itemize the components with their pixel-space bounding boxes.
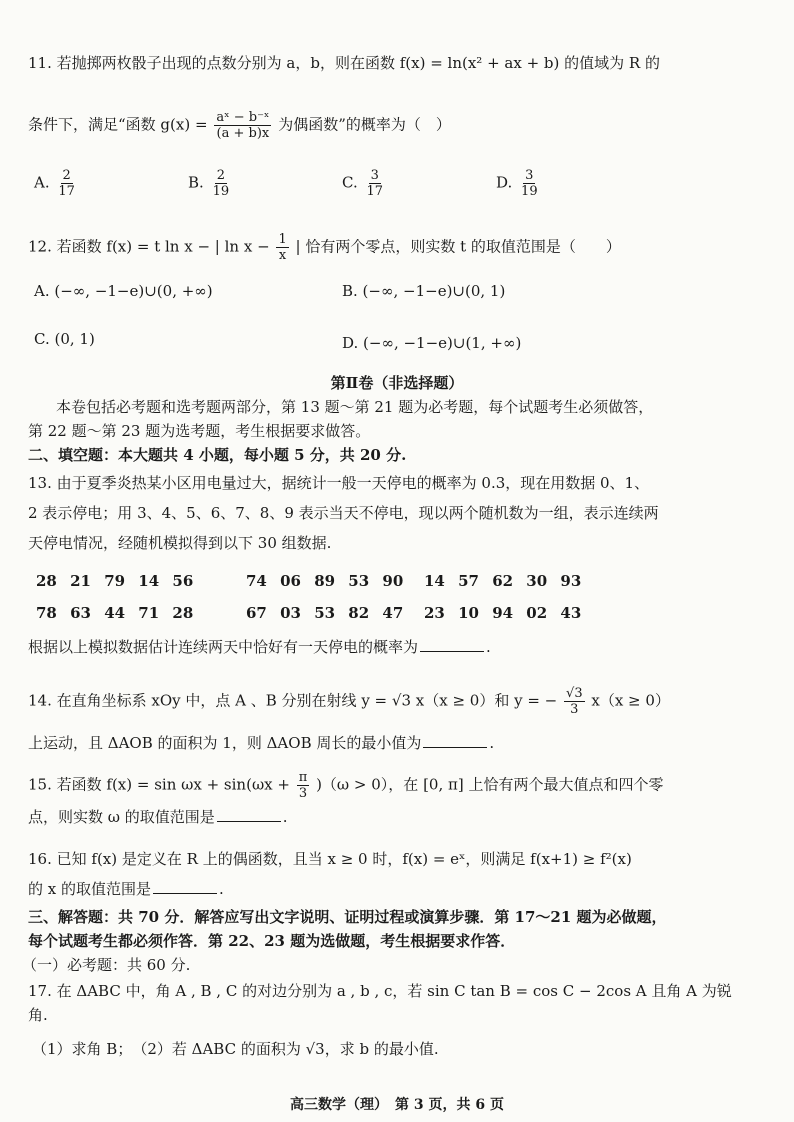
q11-line1: 11. 若抛掷两枚骰子出现的点数分别为 a，b，则在函数 f(x) = ln(x² + ax + b) 的值域为 R 的	[28, 54, 660, 72]
frac-num: 3	[370, 168, 379, 183]
part2-title: 第Ⅱ卷（非选择题）	[330, 374, 464, 392]
q17-line2: 角.	[28, 1006, 48, 1024]
q13-data-row1-group2: 74 06 89 53 90	[246, 572, 404, 590]
q15-line1-a: 15. 若函数 f(x) = sin ωx + sin(ωx +	[28, 775, 290, 794]
period: .	[219, 880, 224, 898]
q12-option-a: A. (−∞, −1−e)∪(0, +∞)	[34, 282, 213, 300]
q15-line1-b: )（ω > 0），在 [0, π] 上恰有两个最大值点和四个零	[316, 775, 664, 794]
frac-den: 19	[212, 184, 230, 199]
q13-line3: 天停电情况，经随机模拟得到以下 30 组数据.	[28, 534, 332, 552]
answer-blank[interactable]	[153, 879, 217, 894]
q11-option-c	[342, 168, 387, 199]
section-solve-line1: 三、解答题：共 70 分．解答应写出文字说明、证明过程或演算步骤．第 17～21 题为必做题，	[28, 908, 667, 926]
q11-line2-b: 为偶函数”的概率为（ ）	[278, 115, 451, 134]
page-footer: 高三数学（理） 第 3 页，共 6 页	[290, 1097, 504, 1113]
answer-blank[interactable]	[217, 807, 281, 822]
q11-option-a	[34, 168, 79, 199]
q13-line2: 2 表示停电；用 3、4、5、6、7、8、9 表示当天不停电，现以两个随机数为一组，表示连续两	[28, 504, 659, 522]
q15-line2	[28, 806, 774, 828]
frac-den: 3	[570, 702, 579, 717]
frac-num: π	[298, 770, 308, 785]
q14-question: 上运动，且 ΔAOB 的面积为 1，则 ΔAOB 周长的最小值为	[28, 734, 422, 752]
q14-line2	[28, 732, 774, 754]
part2-intro-2: 第 22 题～第 23 题为选考题，考生根据要求做答。	[28, 422, 371, 440]
q15-fraction	[297, 770, 310, 801]
q12-fraction	[276, 232, 288, 263]
frac-den: x	[278, 248, 287, 263]
q12-option-c: C. (0, 1)	[34, 330, 95, 348]
q16-question: 的 x 的取值范围是	[28, 880, 151, 898]
q13-data-row2-group3: 23 10 94 02 43	[424, 604, 582, 622]
option-fraction	[56, 168, 77, 199]
frac-num: 2	[62, 168, 71, 183]
option-fraction	[519, 168, 540, 199]
q12-option-b: B. (−∞, −1−e)∪(0, 1)	[342, 282, 506, 300]
q13-question: 根据以上模拟数据估计连续两天中恰好有一天停电的概率为	[28, 638, 419, 656]
q13-data-row2-group2: 67 03 53 82 47	[246, 604, 404, 622]
q16-line1: 16. 已知 f(x) 是定义在 R 上的偶函数，且当 x ≥ 0 时，f(x) = eˣ，则满足 f(x+1) ≥ f²(x)	[28, 850, 632, 868]
q12-stem	[28, 232, 774, 263]
q11-frac-num: aˣ − b⁻ˣ	[216, 110, 270, 125]
q17-line3: （1）求角 B； （2）若 ΔABC 的面积为 √3，求 b 的最小值.	[32, 1040, 439, 1058]
q16-line2	[28, 878, 774, 900]
q14-line1-a: 14. 在直角坐标系 xOy 中，点 A 、B 分别在射线 y = √3 x（x ≥ 0）和 y = −	[28, 691, 558, 710]
q14-fraction	[564, 686, 585, 717]
q12-stem-a: 12. 若函数 f(x) = t ln x − | ln x −	[28, 237, 270, 256]
q11-option-d	[496, 168, 542, 199]
frac-num: √3	[566, 686, 583, 701]
q11-line2-a: 条件下，满足“函数 g(x) =	[28, 115, 208, 134]
q12-option-d: D. (−∞, −1−e)∪(1, +∞)	[342, 334, 522, 352]
frac-den: 17	[366, 184, 384, 199]
q11-fraction	[214, 110, 271, 141]
section-solve-line2: 每个试题考生都必须作答．第 22、23 题为选做题，考生根据要求作答．	[28, 932, 516, 950]
frac-num: 2	[216, 168, 225, 183]
frac-num: 3	[525, 168, 534, 183]
section-solve-line3: （一）必考题：共 60 分.	[22, 956, 191, 974]
frac-num: 1	[278, 232, 287, 247]
frac-den: 17	[58, 184, 75, 199]
answer-blank[interactable]	[423, 733, 487, 748]
period: .	[489, 734, 495, 752]
q12-stem-b: | 恰有两个零点，则实数 t 的取值范围是（ ）	[295, 237, 621, 256]
period: .	[282, 808, 288, 826]
q15-line1	[28, 770, 774, 801]
section-fill-heading: 二、填空题：本大题共 4 小题，每小题 5 分，共 20 分.	[28, 446, 407, 464]
q17-line1: 17. 在 ΔABC 中，角 A , B , C 的对边分别为 a , b , c，若 sin C tan B = cos C − 2cos A 且角 A 为锐	[28, 982, 732, 1000]
q13-data-row2-group1: 78 63 44 71 28	[36, 604, 194, 622]
q13-line4	[28, 636, 774, 658]
q11-option-b	[188, 168, 233, 199]
q11-frac-den: (a + b)x	[216, 126, 270, 141]
option-fraction	[365, 168, 386, 199]
q11-line2	[28, 110, 774, 141]
answer-blank[interactable]	[420, 637, 484, 652]
q14-line1-b: x（x ≥ 0）	[591, 691, 670, 710]
option-fraction	[211, 168, 232, 199]
q13-data-row1-group3: 14 57 62 30 93	[424, 572, 582, 590]
frac-den: 19	[521, 184, 538, 199]
option-label: C.	[342, 173, 358, 192]
option-label: A.	[34, 173, 50, 192]
period: .	[486, 638, 491, 656]
q14-line1	[28, 686, 774, 717]
q13-data-row1-group1: 28 21 79 14 56	[36, 572, 194, 590]
part2-intro-1: 本卷包括必考题和选考题两部分，第 13 题～第 21 题为必考题，每个试题考生必须做答，	[56, 398, 654, 416]
option-label: D.	[496, 173, 513, 192]
q15-question: 点，则实数 ω 的取值范围是	[28, 808, 215, 826]
frac-den: 3	[298, 786, 308, 801]
option-label: B.	[188, 173, 204, 192]
q13-line1: 13. 由于夏季炎热某小区用电量过大，据统计一般一天停电的概率为 0.3，现在用数据 0、1、	[28, 474, 650, 492]
